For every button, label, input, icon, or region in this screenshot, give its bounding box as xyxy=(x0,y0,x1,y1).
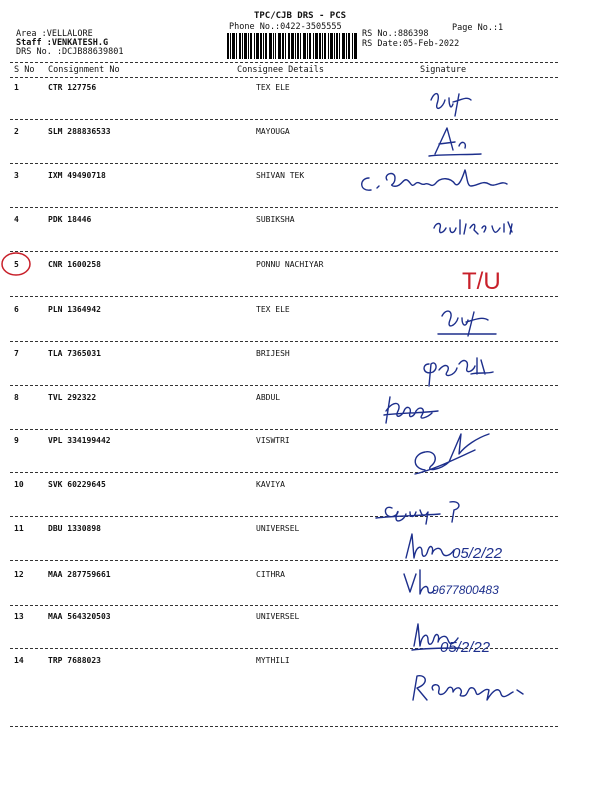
divider-line xyxy=(10,605,558,606)
divider-line xyxy=(10,296,558,297)
table-row xyxy=(0,127,600,171)
drs-number: DRS No. :DCJB88639801 xyxy=(16,47,124,57)
column-header-consignee: Consignee Details xyxy=(237,65,324,75)
row-sno: 2 xyxy=(14,127,19,136)
signature-icon xyxy=(430,214,525,242)
row-sno: 14 xyxy=(14,656,24,665)
row-consignment: MAA 287759661 xyxy=(48,570,111,579)
row-sno: 13 xyxy=(14,612,24,621)
row-sno: 9 xyxy=(14,436,19,445)
row-consignee: TEX ELE xyxy=(256,83,290,92)
signature-icon xyxy=(425,124,485,160)
row-consignment: SVK 60229645 xyxy=(48,480,106,489)
row-consignment: SLM 288836533 xyxy=(48,127,111,136)
handwritten-date: 05/2/22 xyxy=(452,545,503,562)
row-consignee: CITHRA xyxy=(256,570,285,579)
row-consignee: SHIVAN TEK xyxy=(256,171,305,180)
table-row xyxy=(0,393,600,437)
divider-line xyxy=(10,119,558,120)
row-sno: 6 xyxy=(14,305,19,314)
row-sno: 12 xyxy=(14,570,24,579)
table-row xyxy=(0,524,600,568)
row-consignment: CNR 1600258 xyxy=(48,260,101,269)
row-consignee: PONNU NACHIYAR xyxy=(256,260,324,269)
divider-line xyxy=(10,207,558,208)
row-consignee: UNIVERSEL xyxy=(256,612,300,621)
signature-icon xyxy=(405,672,530,708)
row-sno: 7 xyxy=(14,349,19,358)
divider-line xyxy=(10,77,558,78)
row-consignment: MAA 564320503 xyxy=(48,612,111,621)
page-number: Page No.:1 xyxy=(452,23,504,33)
row-consignment: IXM 49490718 xyxy=(48,171,106,180)
row-sno: 1 xyxy=(14,83,19,92)
row-sno: 5 xyxy=(14,260,19,269)
signature-icon xyxy=(432,304,502,340)
column-header-consignment: Consignment No xyxy=(48,65,120,75)
table-row xyxy=(0,260,600,304)
table-row xyxy=(0,436,600,480)
row-consignment: PDK 18446 xyxy=(48,215,92,224)
divider-line xyxy=(10,62,558,63)
row-consignment: TRP 7688023 xyxy=(48,656,101,665)
row-sno: 3 xyxy=(14,171,19,180)
row-consignee: ABDUL xyxy=(256,393,281,402)
row-consignee: UNIVERSEL xyxy=(256,524,300,533)
row-consignee: TEX ELE xyxy=(256,305,290,314)
divider-line xyxy=(10,163,558,164)
row-consignee: SUBIKSHA xyxy=(256,215,295,224)
table-row xyxy=(0,480,600,524)
row-consignee: MYTHILI xyxy=(256,656,290,665)
handwritten-phone: 9677800483 xyxy=(432,583,499,597)
table-row xyxy=(0,349,600,393)
table-row xyxy=(0,570,600,614)
handwritten-date: 05/2/22 xyxy=(440,639,491,656)
divider-line xyxy=(10,341,558,342)
row-consignment: DBU 1330898 xyxy=(48,524,101,533)
signature-icon xyxy=(400,530,460,570)
column-header-sno: S No xyxy=(14,65,35,75)
column-header-signature: Signature xyxy=(420,65,467,75)
table-row xyxy=(0,83,600,127)
rs-date: RS Date:05-Feb-2022 xyxy=(362,39,460,49)
row-consignee: KAVIYA xyxy=(256,480,285,489)
row-consignee: BRIJESH xyxy=(256,349,290,358)
phone-number: Phone No.:0422-3505555 xyxy=(229,22,342,32)
staff-label: Staff :VENKATESH.G xyxy=(16,38,109,48)
divider-line xyxy=(10,251,558,252)
row-consignee: VISWTRI xyxy=(256,436,290,445)
table-row xyxy=(0,305,600,349)
divider-line xyxy=(10,726,558,727)
row-sno: 10 xyxy=(14,480,24,489)
row-consignee: MAYOUGA xyxy=(256,127,290,136)
area-label: Area :VELLALORE xyxy=(16,29,93,39)
handwritten-mark: T/U xyxy=(462,268,501,295)
red-circle-mark-icon xyxy=(0,250,34,278)
row-consignment: PLN 1364942 xyxy=(48,305,101,314)
row-consignment: VPL 334199442 xyxy=(48,436,111,445)
signature-icon xyxy=(370,496,480,528)
table-row xyxy=(0,612,600,656)
signature-icon xyxy=(355,166,525,200)
signature-icon xyxy=(380,393,445,427)
report-title: TPC/CJB DRS - PCS xyxy=(253,11,347,21)
row-sno: 4 xyxy=(14,215,19,224)
row-consignment: CTR 127756 xyxy=(48,83,97,92)
row-sno: 11 xyxy=(14,524,24,533)
signature-icon xyxy=(415,350,500,392)
rs-number: RS No.:886398 xyxy=(362,29,429,39)
row-consignment: TVL 292322 xyxy=(48,393,97,402)
signature-icon xyxy=(425,86,485,118)
row-sno: 8 xyxy=(14,393,19,402)
row-consignment: TLA 7365031 xyxy=(48,349,101,358)
signature-icon xyxy=(405,430,495,480)
barcode-image xyxy=(227,33,357,59)
